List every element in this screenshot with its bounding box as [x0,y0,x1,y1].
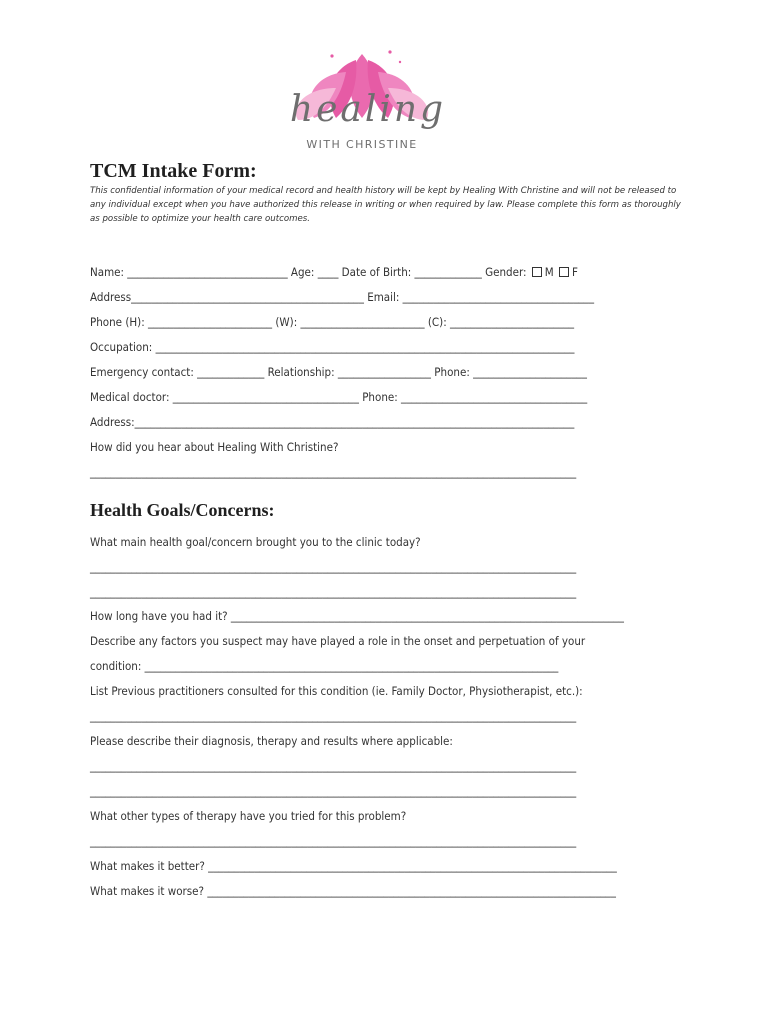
gender-m-checkbox[interactable] [532,267,542,277]
gender-f-checkbox[interactable] [559,267,569,277]
row-name-age-dob-gender [90,264,578,280]
condition-label: condition: [90,659,142,673]
doctor-address-field[interactable]: _____________________________________________________________________________________ [134,415,575,429]
row-address-email [90,289,594,305]
occupation-field[interactable]: _________________________________________________________________________________ [152,340,575,354]
main-goal-line-2[interactable]: ______________________________________________________________________________________________ [90,585,577,599]
dob-label: Date of Birth: [341,265,412,279]
logo-tagline: WITH CHRISTINE [306,138,418,151]
row-condition [90,658,558,674]
question-factors: Describe any factors you suspect may have played a role in the onset and perpetuation of your [90,634,586,648]
row-better [90,858,617,874]
phone-work-field[interactable]: ________________________ [297,315,428,329]
hear-about-question: How did you hear about Healing With Christine? [90,440,339,454]
row-emergency [90,364,587,380]
occupation-label: Occupation: [90,340,153,354]
form-intro: This confidential information of your medical record and health history will be kept by Healing With Christine and will not be released to any individual except when you have authorized this release in writing or when required by law. Please complete this form as thoroughly as possible to optimize your health care outcomes. [90,186,681,224]
name-field[interactable]: _______________________________ [124,265,291,279]
age-label: Age: [290,265,315,279]
practitioners-line[interactable]: ______________________________________________________________________________________________ [90,709,577,723]
emergency-field[interactable]: _____________ [193,365,268,379]
email-label: Email: [367,290,400,304]
health-goals-heading: Health Goals/Concerns: [90,500,275,520]
question-how-long: How long have you had it? [90,609,228,623]
better-field[interactable]: _______________________________________________________________________________ [204,859,617,873]
hear-about-field[interactable]: ______________________________________________________________________________________________ [90,465,577,479]
doctor-phone-label: Phone: [362,390,398,404]
emergency-phone-field[interactable]: ______________________ [469,365,587,379]
form-title: TCM Intake Form: [90,160,257,182]
diagnosis-line-2[interactable]: ______________________________________________________________________________________________ [90,784,577,798]
age-field[interactable]: ____ [314,265,342,279]
doctor-label: Medical doctor: [90,390,170,404]
question-practitioners: List Previous practitioners consulted for this condition (ie. Family Doctor, Physiotherapist, etc.): [90,684,583,698]
doctor-field[interactable]: ____________________________________ [169,390,363,404]
doctor-phone-field[interactable]: ____________________________________ [397,390,588,404]
phone-cell-field[interactable]: ________________________ [446,315,575,329]
phone-home-field[interactable]: ________________________ [144,315,276,329]
emergency-phone-label: Phone: [434,365,470,379]
row-doctor-address [90,414,574,430]
worse-field[interactable]: _______________________________________________________________________________ [204,884,616,898]
email-field[interactable]: _____________________________________ [399,290,595,304]
question-worse: What makes it worse? [90,884,205,898]
phone-cell-label: (C): [427,315,447,329]
question-better: What makes it better? [90,859,205,873]
phone-work-label: (W): [275,315,298,329]
diagnosis-line-1[interactable]: ______________________________________________________________________________________________ [90,759,577,773]
question-other-therapy: What other types of therapy have you tried for this problem? [90,809,407,823]
gender-f-label: F [572,265,578,279]
relationship-label: Relationship: [267,365,335,379]
gender-m-label: M [544,265,554,279]
question-diagnosis: Please describe their diagnosis, therapy and results where applicable: [90,734,453,748]
row-worse [90,883,616,899]
main-goal-line-1[interactable]: ______________________________________________________________________________________________ [90,560,577,574]
how-long-field[interactable]: ____________________________________________________________________________ [227,609,624,623]
row-doctor [90,389,587,405]
row-how-long [90,608,624,624]
phone-home-label: Phone (H): [90,315,145,329]
doctor-address-label: Address: [90,415,135,429]
relationship-field[interactable]: __________________ [334,365,435,379]
healing-with-christine-logo [262,48,462,160]
gender-label: Gender: [485,265,527,279]
row-phones [90,314,574,330]
question-main-goal: What main health goal/concern brought you to the clinic today? [90,535,421,549]
name-label: Name: [90,265,125,279]
logo-script-text: healing [289,89,447,130]
row-occupation [90,339,574,355]
address-field[interactable]: _____________________________________________ [131,290,368,304]
condition-field[interactable]: ________________________________________________________________________________ [141,659,559,673]
address-label: Address [90,290,132,304]
dob-field[interactable]: _____________ [411,265,486,279]
other-therapy-line[interactable]: ______________________________________________________________________________________________ [90,834,577,848]
emergency-label: Emergency contact: [90,365,194,379]
